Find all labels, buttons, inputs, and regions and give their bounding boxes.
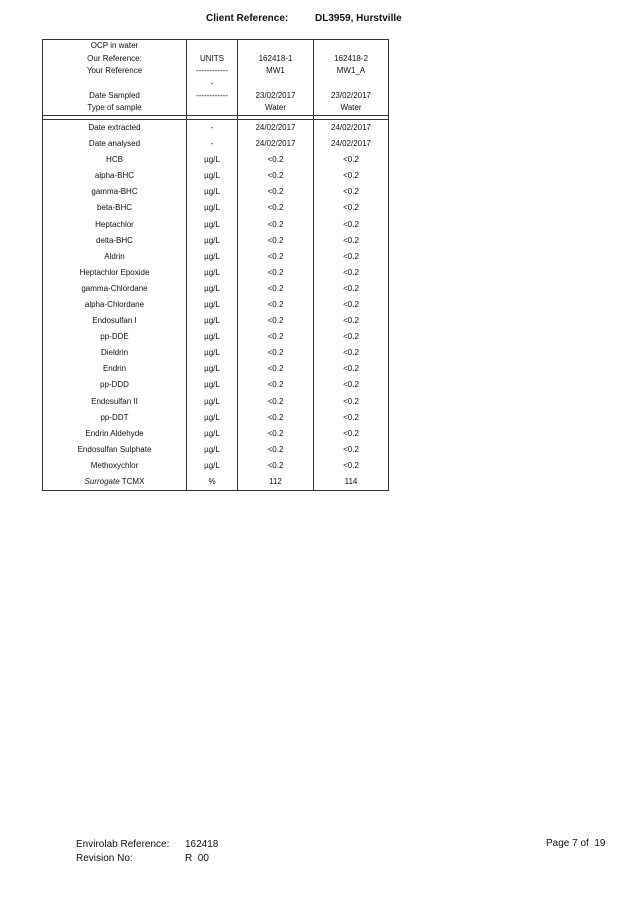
header-row-type xyxy=(43,102,389,115)
sample-2-value: <0.2 xyxy=(314,426,389,442)
surrogate-units: % xyxy=(187,474,238,491)
sample-2-value: <0.2 xyxy=(314,361,389,377)
sample-2-value: <0.2 xyxy=(314,345,389,361)
parameter-cell: Dieldrin xyxy=(43,345,187,361)
sample-1-value: 24/02/2017 xyxy=(238,136,314,152)
sample-1-value: 24/02/2017 xyxy=(238,119,314,136)
units-cell: µg/L xyxy=(187,442,238,458)
results-table xyxy=(42,39,389,491)
parameter-cell: pp-DDT xyxy=(43,410,187,426)
table-row xyxy=(43,184,389,200)
header-row-dash xyxy=(43,78,389,90)
units-cell: µg/L xyxy=(187,410,238,426)
sample-2-our-reference: 162418-2 xyxy=(314,53,389,66)
sample-1-value: <0.2 xyxy=(238,361,314,377)
units-cell: µg/L xyxy=(187,152,238,168)
units-cell: µg/L xyxy=(187,458,238,474)
sample-1-value: <0.2 xyxy=(238,168,314,184)
sample-2-your-reference: MW1_A xyxy=(314,65,389,78)
units-cell: µg/L xyxy=(187,249,238,265)
page-number: Page 7 of 19 xyxy=(546,838,606,849)
client-reference-label: Client Reference: xyxy=(206,13,289,24)
sample-1-value: <0.2 xyxy=(238,313,314,329)
table-row xyxy=(43,329,389,345)
sample-2-value: <0.2 xyxy=(314,297,389,313)
sample-2-date-sampled: 23/02/2017 xyxy=(314,90,389,103)
parameter-cell: alpha-Chlordane xyxy=(43,297,187,313)
sample-1-value: <0.2 xyxy=(238,345,314,361)
parameter-cell: gamma-Chlordane xyxy=(43,281,187,297)
sample-2-value: <0.2 xyxy=(314,281,389,297)
parameter-cell: Endrin Aldehyde xyxy=(43,426,187,442)
table-row xyxy=(43,426,389,442)
units-cell: µg/L xyxy=(187,265,238,281)
table-row xyxy=(43,458,389,474)
envirolab-reference-value: 162418 xyxy=(185,839,219,850)
sample-1-value: <0.2 xyxy=(238,410,314,426)
sample-1-value: <0.2 xyxy=(238,329,314,345)
table-row xyxy=(43,265,389,281)
header-row-our-reference xyxy=(43,53,389,66)
units-header: UNITS xyxy=(187,53,238,66)
table-row xyxy=(43,152,389,168)
sample-2-value: <0.2 xyxy=(314,410,389,426)
parameter-cell: Endosulfan II xyxy=(43,394,187,410)
sample-2-value: <0.2 xyxy=(314,458,389,474)
surrogate-sample-2-value: 114 xyxy=(314,474,389,491)
sample-1-value: <0.2 xyxy=(238,426,314,442)
header-row-section xyxy=(43,40,389,53)
table-row xyxy=(43,361,389,377)
table-row xyxy=(43,297,389,313)
sample-1-our-reference: 162418-1 xyxy=(238,53,314,66)
sample-1-your-reference: MW1 xyxy=(238,65,314,78)
units-cell: µg/L xyxy=(187,168,238,184)
sample-2-value: <0.2 xyxy=(314,329,389,345)
table-row xyxy=(43,394,389,410)
your-reference-label: Your Reference xyxy=(43,65,187,78)
parameter-cell: alpha-BHC xyxy=(43,168,187,184)
surrogate-label-italic: Surrogate xyxy=(84,477,120,487)
units-cell: µg/L xyxy=(187,361,238,377)
parameter-cell: HCB xyxy=(43,152,187,168)
client-reference-value: DL3959, Hurstville xyxy=(315,13,402,24)
units-cell: µg/L xyxy=(187,329,238,345)
parameter-cell: Endosulfan Sulphate xyxy=(43,442,187,458)
table-row xyxy=(43,217,389,233)
surrogate-label xyxy=(43,474,187,491)
footer xyxy=(76,838,218,866)
sample-1-value: <0.2 xyxy=(238,297,314,313)
envirolab-reference-label: Envirolab Reference: xyxy=(76,839,170,850)
sample-1-value: <0.2 xyxy=(238,281,314,297)
sample-2-value: <0.2 xyxy=(314,394,389,410)
units-cell: µg/L xyxy=(187,313,238,329)
sample-2-value: 24/02/2017 xyxy=(314,119,389,136)
sample-2-type: Water xyxy=(314,102,389,115)
parameter-cell: delta-BHC xyxy=(43,233,187,249)
units-cell: µg/L xyxy=(187,184,238,200)
table-row xyxy=(43,410,389,426)
table-row xyxy=(43,119,389,136)
type-of-sample-label: Type of sample xyxy=(43,102,187,115)
surrogate-label-rest: TCMX xyxy=(119,477,145,487)
sample-1-value: <0.2 xyxy=(238,458,314,474)
sample-1-value: <0.2 xyxy=(238,442,314,458)
units-cell: µg/L xyxy=(187,345,238,361)
parameter-cell: gamma-BHC xyxy=(43,184,187,200)
table-row xyxy=(43,442,389,458)
sample-2-value: <0.2 xyxy=(314,377,389,393)
header-row-date-sampled xyxy=(43,90,389,103)
table-row xyxy=(43,313,389,329)
sample-2-value: <0.2 xyxy=(314,200,389,216)
sample-1-value: <0.2 xyxy=(238,233,314,249)
parameter-cell: pp-DDE xyxy=(43,329,187,345)
sample-2-value: <0.2 xyxy=(314,168,389,184)
revision-label: Revision No: xyxy=(76,853,133,864)
parameter-cell: Date extracted xyxy=(43,119,187,136)
sample-1-type: Water xyxy=(238,102,314,115)
units-cell: - xyxy=(187,136,238,152)
units-cell: µg/L xyxy=(187,377,238,393)
revision-value: R 00 xyxy=(185,853,209,864)
parameter-cell: Endosulfan I xyxy=(43,313,187,329)
table-row xyxy=(43,377,389,393)
table-row xyxy=(43,345,389,361)
sample-2-value: <0.2 xyxy=(314,152,389,168)
sample-1-value: <0.2 xyxy=(238,217,314,233)
section-title: OCP in water xyxy=(43,40,187,53)
sample-1-value: <0.2 xyxy=(238,200,314,216)
units-cell: - xyxy=(187,119,238,136)
sample-2-value: <0.2 xyxy=(314,184,389,200)
units-cell: µg/L xyxy=(187,394,238,410)
sample-2-value: <0.2 xyxy=(314,249,389,265)
table-row xyxy=(43,168,389,184)
parameter-cell: Endrin xyxy=(43,361,187,377)
units-cell: µg/L xyxy=(187,217,238,233)
units-cell: µg/L xyxy=(187,297,238,313)
sample-2-value: <0.2 xyxy=(314,217,389,233)
sample-2-value: <0.2 xyxy=(314,313,389,329)
sample-2-value: <0.2 xyxy=(314,265,389,281)
sample-1-value: <0.2 xyxy=(238,249,314,265)
sample-2-value: 24/02/2017 xyxy=(314,136,389,152)
parameter-cell: Methoxychlor xyxy=(43,458,187,474)
sample-1-date-sampled: 23/02/2017 xyxy=(238,90,314,103)
table-row xyxy=(43,136,389,152)
parameter-cell: beta-BHC xyxy=(43,200,187,216)
parameter-cell: Aldrin xyxy=(43,249,187,265)
parameter-cell: Heptachlor xyxy=(43,217,187,233)
parameter-cell: Heptachlor Epoxide xyxy=(43,265,187,281)
units-dash: ------------ xyxy=(187,90,238,103)
sample-1-value: <0.2 xyxy=(238,265,314,281)
sample-1-value: <0.2 xyxy=(238,377,314,393)
sample-1-value: <0.2 xyxy=(238,152,314,168)
units-dash-short: - xyxy=(187,78,238,90)
sample-2-value: <0.2 xyxy=(314,442,389,458)
client-reference xyxy=(206,13,402,24)
units-cell: µg/L xyxy=(187,200,238,216)
parameter-cell: Date analysed xyxy=(43,136,187,152)
date-sampled-label: Date Sampled xyxy=(43,90,187,103)
header-row-your-reference xyxy=(43,65,389,78)
our-reference-label: Our Reference: xyxy=(43,53,187,66)
parameter-cell: pp-DDD xyxy=(43,377,187,393)
units-cell: µg/L xyxy=(187,233,238,249)
surrogate-sample-1-value: 112 xyxy=(238,474,314,491)
units-cell: µg/L xyxy=(187,281,238,297)
sample-1-value: <0.2 xyxy=(238,394,314,410)
table-row xyxy=(43,281,389,297)
sample-2-value: <0.2 xyxy=(314,233,389,249)
units-dash: ------------ xyxy=(187,65,238,78)
table-row xyxy=(43,233,389,249)
sample-1-value: <0.2 xyxy=(238,184,314,200)
table-row xyxy=(43,200,389,216)
table-row xyxy=(43,249,389,265)
table-row-surrogate xyxy=(43,474,389,491)
units-cell: µg/L xyxy=(187,426,238,442)
